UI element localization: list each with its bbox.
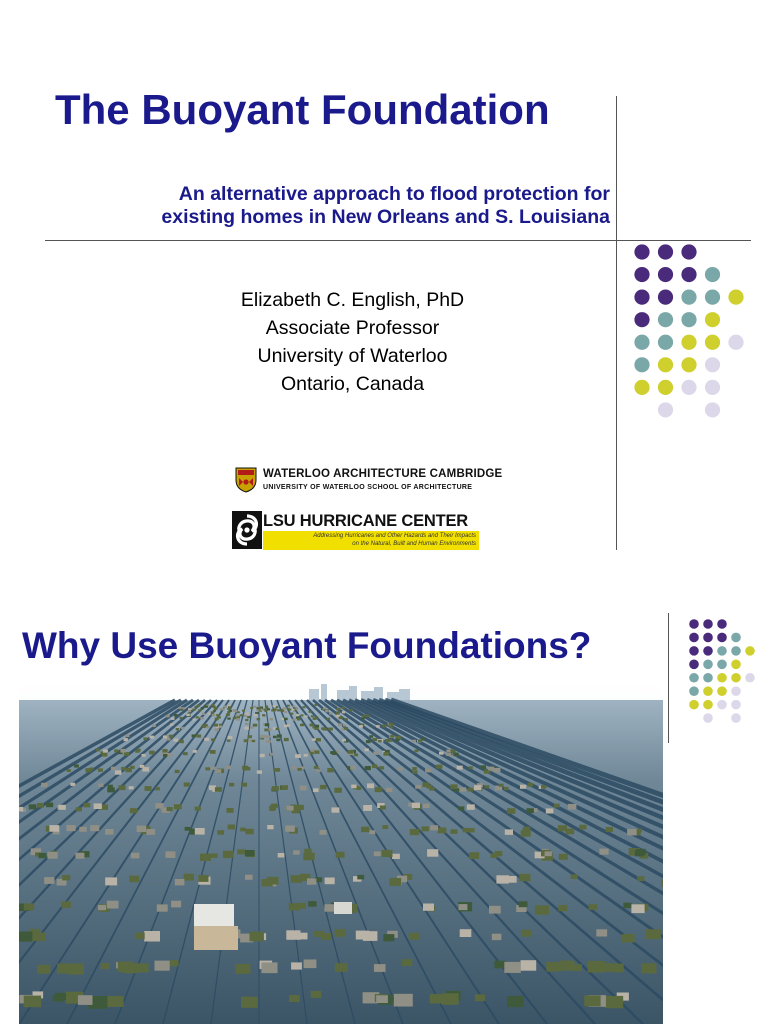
decor-dot — [705, 312, 720, 327]
decor-dot — [689, 686, 699, 696]
decor-dot — [658, 402, 673, 417]
decor-dot — [658, 357, 673, 372]
decor-dot — [634, 312, 649, 327]
decor-dot — [689, 619, 699, 629]
decor-dot — [634, 290, 649, 305]
dot-grid-graphic — [630, 240, 750, 430]
author-university: University of Waterloo — [257, 345, 448, 367]
flood-photo-image — [19, 682, 663, 1024]
decor-dot — [731, 713, 741, 723]
lsu-tagline-1: Addressing Hurricanes and Other Hazards and Their Impacts — [313, 533, 476, 539]
decor-dot — [703, 619, 713, 629]
vertical-divider-slide-2 — [668, 613, 669, 743]
decor-dot — [681, 335, 696, 350]
decor-dot — [731, 700, 741, 710]
slide-1-title: The Buoyant Foundation — [55, 86, 550, 133]
lsu-logo-name: LSU HURRICANE CENTER — [263, 512, 469, 530]
decor-dot — [728, 290, 743, 305]
waterloo-logo-line-2: UNIVERSITY OF WATERLOO SCHOOL OF ARCHITECTURE — [263, 484, 473, 491]
decor-dot — [731, 633, 741, 643]
decor-dot — [717, 673, 727, 683]
subtitle-line-1: An alternative approach to flood protection for — [178, 183, 610, 205]
decor-dot — [703, 713, 713, 723]
decor-dot — [689, 700, 699, 710]
decor-dot — [689, 660, 699, 670]
decor-dot — [728, 335, 743, 350]
decor-dot — [717, 700, 727, 710]
waterloo-logo-line-1: WATERLOO ARCHITECTURE CAMBRIDGE — [263, 468, 503, 480]
decor-dot — [717, 619, 727, 629]
author-location: Ontario, Canada — [280, 373, 425, 395]
decor-dot — [705, 335, 720, 350]
decor-dot — [658, 312, 673, 327]
decor-dot — [689, 646, 699, 656]
decor-dot — [745, 646, 755, 656]
decor-dot — [731, 673, 741, 683]
decor-dot — [658, 380, 673, 395]
decor-dot — [681, 312, 696, 327]
decor-dot — [689, 633, 699, 643]
aerial-flooded-city-photo — [19, 682, 663, 1024]
decor-dot — [681, 357, 696, 372]
decor-dot — [703, 660, 713, 670]
decor-dot — [705, 402, 720, 417]
decor-dot — [717, 646, 727, 656]
decor-dot — [681, 380, 696, 395]
decor-dot — [717, 633, 727, 643]
lsu-logo-tagline-bar — [263, 531, 479, 550]
decor-dot — [634, 380, 649, 395]
decor-dot — [634, 267, 649, 282]
decor-dot — [658, 290, 673, 305]
decor-dot — [658, 267, 673, 282]
decor-dot — [658, 335, 673, 350]
decor-dot — [705, 380, 720, 395]
decorative-dot-grid — [630, 240, 750, 430]
hurricane-swirl-icon — [232, 511, 262, 549]
decor-dot — [658, 244, 673, 259]
decor-dot — [681, 244, 696, 259]
decor-dot — [705, 357, 720, 372]
decor-dot — [745, 673, 755, 683]
decor-dot — [705, 267, 720, 282]
decor-dot — [731, 646, 741, 656]
author-position: Associate Professor — [265, 317, 440, 339]
decor-dot — [634, 244, 649, 259]
decor-dot — [703, 633, 713, 643]
decor-dot — [705, 290, 720, 305]
author-name: Elizabeth C. English, PhD — [240, 289, 465, 311]
decor-dot — [717, 686, 727, 696]
slide-2-title: Why Use Buoyant Foundations? — [22, 625, 592, 666]
slide-2 — [0, 595, 768, 1024]
slide-1-subtitle — [40, 183, 610, 229]
decor-dot — [717, 660, 727, 670]
dot-grid-graphic-small — [682, 612, 757, 724]
decor-dot — [703, 673, 713, 683]
decor-dot — [703, 646, 713, 656]
author-block — [180, 286, 525, 398]
lsu-hurricane-center-logo — [232, 511, 479, 551]
decor-dot — [681, 290, 696, 305]
subtitle-line-2: existing homes in New Orleans and S. Louisiana — [161, 206, 610, 228]
decor-dot — [634, 335, 649, 350]
university-crest-icon — [235, 467, 257, 493]
waterloo-architecture-logo — [235, 466, 503, 496]
decorative-dot-grid-small — [682, 612, 757, 724]
decor-dot — [689, 673, 699, 683]
lsu-tagline-2: on the Natural, Built and Human Environments — [352, 541, 476, 547]
decor-dot — [731, 686, 741, 696]
decor-dot — [703, 686, 713, 696]
decor-dot — [634, 357, 649, 372]
vertical-divider — [616, 96, 617, 550]
decor-dot — [731, 660, 741, 670]
decor-dot — [703, 700, 713, 710]
decor-dot — [681, 267, 696, 282]
